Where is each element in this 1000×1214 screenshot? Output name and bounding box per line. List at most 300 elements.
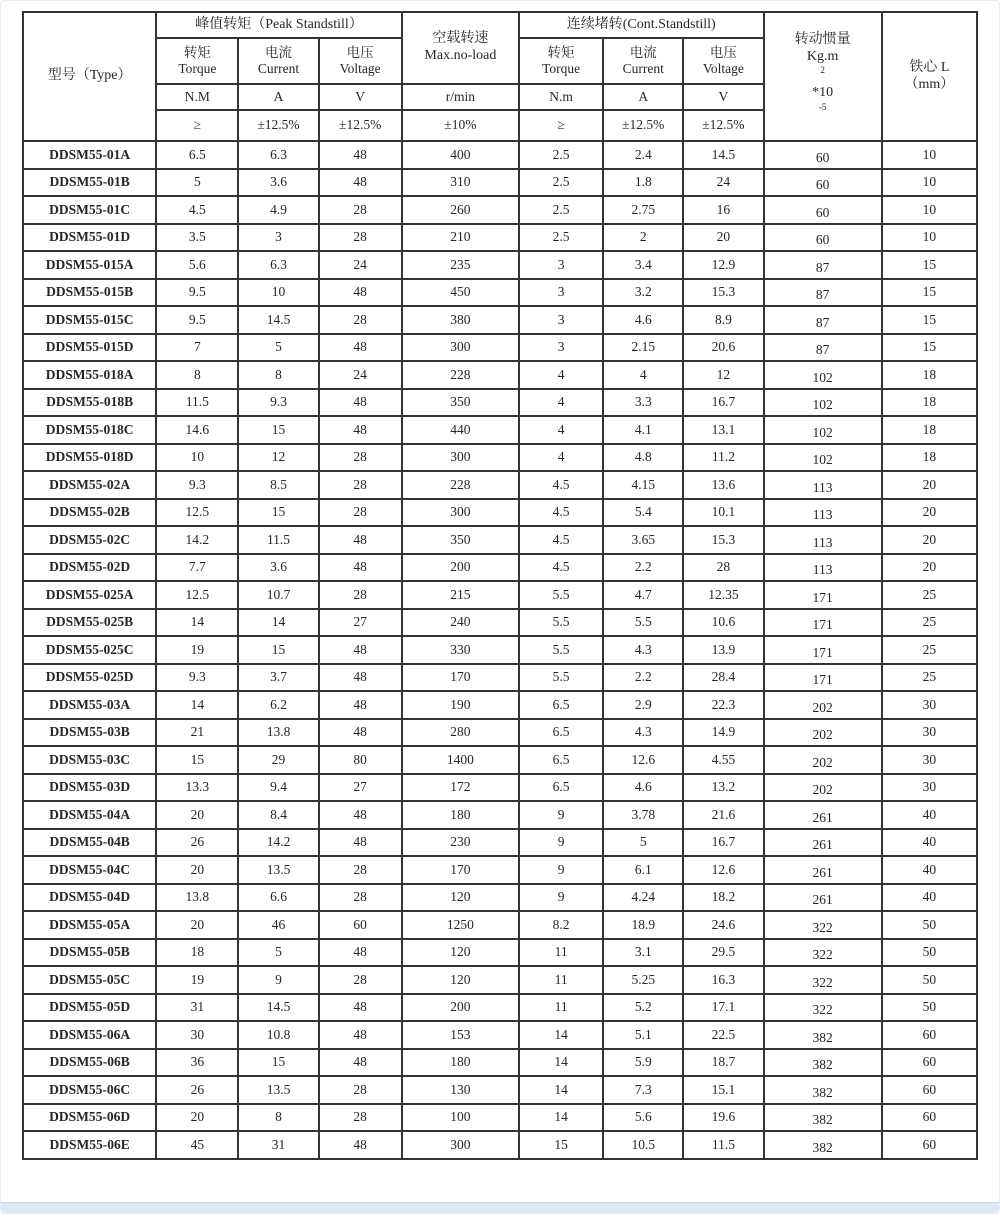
cell-noload-speed: 120 bbox=[402, 884, 519, 912]
cell-peak-voltage: 48 bbox=[319, 169, 402, 197]
cell-core-length: 10 bbox=[882, 196, 977, 224]
cell-cont-current: 4.6 bbox=[603, 306, 683, 334]
cell-noload-speed: 350 bbox=[402, 389, 519, 417]
cell-peak-voltage: 48 bbox=[319, 691, 402, 719]
cell-noload-speed: 215 bbox=[402, 581, 519, 609]
cell-inertia: 113 bbox=[764, 499, 882, 527]
cell-type: DDSM55-03D bbox=[23, 774, 156, 802]
cell-peak-torque: 20 bbox=[156, 856, 238, 884]
tol-peak-current: ±12.5% bbox=[238, 110, 318, 141]
cell-peak-current: 13.5 bbox=[238, 856, 318, 884]
cell-peak-torque: 13.3 bbox=[156, 774, 238, 802]
cell-noload-speed: 170 bbox=[402, 856, 519, 884]
header-inertia-zh: 转动惯量 bbox=[794, 31, 851, 47]
cell-inertia: 113 bbox=[764, 471, 882, 499]
cell-cont-voltage: 12.6 bbox=[683, 856, 763, 884]
cell-inertia: 60 bbox=[764, 141, 882, 169]
table-row bbox=[23, 526, 977, 554]
cell-cont-torque: 11 bbox=[519, 966, 603, 994]
cell-core-length: 40 bbox=[882, 801, 977, 829]
header-cont-current: 电流 Current bbox=[603, 38, 683, 84]
cell-cont-current: 5 bbox=[603, 829, 683, 857]
cell-cont-voltage: 21.6 bbox=[683, 801, 763, 829]
cell-cont-current: 10.5 bbox=[603, 1131, 683, 1159]
cell-type: DDSM55-05A bbox=[23, 911, 156, 939]
cell-peak-torque: 19 bbox=[156, 966, 238, 994]
unit-cont-voltage: V bbox=[683, 84, 763, 110]
cell-inertia: 171 bbox=[764, 664, 882, 692]
cell-noload-speed: 180 bbox=[402, 801, 519, 829]
cell-peak-current: 9 bbox=[238, 966, 318, 994]
cell-noload-speed: 210 bbox=[402, 224, 519, 252]
cell-noload-speed: 260 bbox=[402, 196, 519, 224]
table-row bbox=[23, 251, 977, 279]
cell-peak-torque: 30 bbox=[156, 1021, 238, 1049]
cell-cont-voltage: 14.9 bbox=[683, 719, 763, 747]
cell-core-length: 60 bbox=[882, 1104, 977, 1132]
cell-peak-torque: 26 bbox=[156, 1076, 238, 1104]
cell-cont-current: 4.8 bbox=[603, 444, 683, 472]
cell-noload-speed: 190 bbox=[402, 691, 519, 719]
cell-cont-current: 2.2 bbox=[603, 554, 683, 582]
cell-type: DDSM55-06D bbox=[23, 1104, 156, 1132]
header-peak-current: 电流 Current bbox=[238, 38, 318, 84]
table-row bbox=[23, 801, 977, 829]
cell-peak-current: 8.4 bbox=[238, 801, 318, 829]
cell-inertia: 382 bbox=[764, 1076, 882, 1104]
cell-cont-voltage: 17.1 bbox=[683, 994, 763, 1022]
cell-peak-voltage: 28 bbox=[319, 471, 402, 499]
header-noload-en: Max.no-load bbox=[424, 48, 497, 63]
cell-inertia: 113 bbox=[764, 554, 882, 582]
cell-noload-speed: 1250 bbox=[402, 911, 519, 939]
cell-peak-current: 14.5 bbox=[238, 994, 318, 1022]
table-row bbox=[23, 1104, 977, 1132]
cell-noload-speed: 100 bbox=[402, 1104, 519, 1132]
cell-peak-current: 14 bbox=[238, 609, 318, 637]
cell-peak-voltage: 28 bbox=[319, 224, 402, 252]
cell-peak-torque: 15 bbox=[156, 746, 238, 774]
cell-cont-voltage: 15.3 bbox=[683, 526, 763, 554]
cell-peak-current: 10.7 bbox=[238, 581, 318, 609]
cell-peak-voltage: 48 bbox=[319, 1021, 402, 1049]
cell-type: DDSM55-015A bbox=[23, 251, 156, 279]
cell-cont-torque: 4 bbox=[519, 444, 603, 472]
cell-cont-voltage: 18.2 bbox=[683, 884, 763, 912]
cell-core-length: 20 bbox=[882, 499, 977, 527]
cell-type: DDSM55-018D bbox=[23, 444, 156, 472]
cell-peak-torque: 9.3 bbox=[156, 471, 238, 499]
cell-cont-current: 5.1 bbox=[603, 1021, 683, 1049]
cell-noload-speed: 400 bbox=[402, 141, 519, 169]
cell-peak-voltage: 48 bbox=[319, 141, 402, 169]
cell-peak-torque: 5 bbox=[156, 169, 238, 197]
cell-inertia: 261 bbox=[764, 856, 882, 884]
cell-inertia: 382 bbox=[764, 1131, 882, 1159]
cell-cont-voltage: 14.5 bbox=[683, 141, 763, 169]
cell-peak-current: 3.6 bbox=[238, 169, 318, 197]
cell-inertia: 87 bbox=[764, 279, 882, 307]
cell-core-length: 10 bbox=[882, 141, 977, 169]
cell-cont-current: 4.6 bbox=[603, 774, 683, 802]
cell-peak-torque: 14 bbox=[156, 609, 238, 637]
cell-cont-voltage: 13.2 bbox=[683, 774, 763, 802]
table-row bbox=[23, 279, 977, 307]
cell-cont-torque: 6.5 bbox=[519, 774, 603, 802]
cell-peak-current: 15 bbox=[238, 499, 318, 527]
cell-cont-torque: 2.5 bbox=[519, 141, 603, 169]
cell-cont-current: 1.8 bbox=[603, 169, 683, 197]
cell-peak-voltage: 48 bbox=[319, 801, 402, 829]
cell-inertia: 382 bbox=[764, 1104, 882, 1132]
cell-inertia: 202 bbox=[764, 691, 882, 719]
cell-cont-voltage: 24 bbox=[683, 169, 763, 197]
table-row bbox=[23, 306, 977, 334]
cell-cont-current: 18.9 bbox=[603, 911, 683, 939]
table-row bbox=[23, 609, 977, 637]
cell-cont-current: 3.4 bbox=[603, 251, 683, 279]
cell-peak-current: 8.5 bbox=[238, 471, 318, 499]
cell-noload-speed: 280 bbox=[402, 719, 519, 747]
cell-peak-current: 10.8 bbox=[238, 1021, 318, 1049]
cell-cont-torque: 5.5 bbox=[519, 664, 603, 692]
cell-cont-current: 3.1 bbox=[603, 939, 683, 967]
cell-noload-speed: 310 bbox=[402, 169, 519, 197]
cell-peak-torque: 14 bbox=[156, 691, 238, 719]
cell-peak-torque: 12.5 bbox=[156, 499, 238, 527]
cell-noload-speed: 180 bbox=[402, 1049, 519, 1077]
cell-core-length: 18 bbox=[882, 416, 977, 444]
cell-inertia: 322 bbox=[764, 911, 882, 939]
cell-cont-voltage: 11.5 bbox=[683, 1131, 763, 1159]
cell-core-length: 40 bbox=[882, 884, 977, 912]
cell-cont-torque: 5.5 bbox=[519, 581, 603, 609]
cell-cont-torque: 11 bbox=[519, 994, 603, 1022]
cell-peak-current: 4.9 bbox=[238, 196, 318, 224]
cell-noload-speed: 228 bbox=[402, 471, 519, 499]
cell-peak-voltage: 48 bbox=[319, 279, 402, 307]
tol-peak-torque: ≥ bbox=[156, 110, 238, 141]
cell-cont-torque: 15 bbox=[519, 1131, 603, 1159]
table-row bbox=[23, 746, 977, 774]
cell-core-length: 25 bbox=[882, 636, 977, 664]
cell-cont-torque: 14 bbox=[519, 1049, 603, 1077]
cell-peak-voltage: 48 bbox=[319, 939, 402, 967]
table-row bbox=[23, 884, 977, 912]
cell-type: DDSM55-01C bbox=[23, 196, 156, 224]
table-row bbox=[23, 196, 977, 224]
cell-cont-current: 4.7 bbox=[603, 581, 683, 609]
cell-cont-current: 4 bbox=[603, 361, 683, 389]
cell-cont-current: 2.9 bbox=[603, 691, 683, 719]
cell-peak-torque: 7.7 bbox=[156, 554, 238, 582]
cell-peak-current: 46 bbox=[238, 911, 318, 939]
cell-cont-voltage: 8.9 bbox=[683, 306, 763, 334]
cell-peak-torque: 9.5 bbox=[156, 279, 238, 307]
cell-inertia: 171 bbox=[764, 636, 882, 664]
header-group-row bbox=[23, 12, 977, 38]
cell-peak-voltage: 48 bbox=[319, 1131, 402, 1159]
cell-noload-speed: 120 bbox=[402, 939, 519, 967]
cell-cont-torque: 4 bbox=[519, 416, 603, 444]
table-row bbox=[23, 636, 977, 664]
cell-peak-voltage: 48 bbox=[319, 334, 402, 362]
cell-cont-voltage: 16.7 bbox=[683, 389, 763, 417]
table-row bbox=[23, 966, 977, 994]
cell-core-length: 18 bbox=[882, 361, 977, 389]
cell-cont-torque: 3 bbox=[519, 334, 603, 362]
cell-cont-torque: 4.5 bbox=[519, 499, 603, 527]
cell-peak-current: 12 bbox=[238, 444, 318, 472]
cell-peak-torque: 14.2 bbox=[156, 526, 238, 554]
cell-peak-torque: 13.8 bbox=[156, 884, 238, 912]
cell-core-length: 60 bbox=[882, 1076, 977, 1104]
header-type: 型号（Type） bbox=[23, 12, 156, 141]
cell-inertia: 171 bbox=[764, 609, 882, 637]
cell-cont-torque: 2.5 bbox=[519, 196, 603, 224]
table-row bbox=[23, 664, 977, 692]
cell-type: DDSM55-02D bbox=[23, 554, 156, 582]
cell-peak-current: 15 bbox=[238, 1049, 318, 1077]
table-row bbox=[23, 581, 977, 609]
cell-peak-current: 31 bbox=[238, 1131, 318, 1159]
tol-peak-voltage: ±12.5% bbox=[319, 110, 402, 141]
cell-peak-current: 6.2 bbox=[238, 691, 318, 719]
cell-cont-voltage: 10.6 bbox=[683, 609, 763, 637]
cell-peak-voltage: 48 bbox=[319, 994, 402, 1022]
header-peak-group: 峰值转矩（Peak Standstill） bbox=[156, 12, 402, 38]
header-inertia bbox=[764, 12, 882, 141]
cell-cont-voltage: 20 bbox=[683, 224, 763, 252]
cell-noload-speed: 350 bbox=[402, 526, 519, 554]
cell-core-length: 25 bbox=[882, 664, 977, 692]
cell-noload-speed: 120 bbox=[402, 966, 519, 994]
cell-peak-torque: 36 bbox=[156, 1049, 238, 1077]
cell-core-length: 30 bbox=[882, 691, 977, 719]
cell-peak-current: 15 bbox=[238, 416, 318, 444]
cell-cont-voltage: 20.6 bbox=[683, 334, 763, 362]
cell-noload-speed: 200 bbox=[402, 994, 519, 1022]
cell-cont-voltage: 24.6 bbox=[683, 911, 763, 939]
cell-cont-torque: 3 bbox=[519, 251, 603, 279]
cell-core-length: 50 bbox=[882, 966, 977, 994]
cell-cont-voltage: 12 bbox=[683, 361, 763, 389]
table-row bbox=[23, 334, 977, 362]
table-row bbox=[23, 911, 977, 939]
cell-core-length: 15 bbox=[882, 251, 977, 279]
cell-peak-torque: 31 bbox=[156, 994, 238, 1022]
header-core-unit: （mm） bbox=[904, 76, 955, 92]
cell-peak-voltage: 28 bbox=[319, 581, 402, 609]
tol-cont-current: ±12.5% bbox=[603, 110, 683, 141]
cell-cont-torque: 4.5 bbox=[519, 471, 603, 499]
cell-inertia: 102 bbox=[764, 416, 882, 444]
cell-inertia: 261 bbox=[764, 884, 882, 912]
cell-type: DDSM55-04D bbox=[23, 884, 156, 912]
cell-cont-torque: 4 bbox=[519, 389, 603, 417]
cell-noload-speed: 170 bbox=[402, 664, 519, 692]
cell-peak-voltage: 28 bbox=[319, 306, 402, 334]
cell-inertia: 171 bbox=[764, 581, 882, 609]
cell-core-length: 40 bbox=[882, 829, 977, 857]
table-row bbox=[23, 554, 977, 582]
cell-inertia: 322 bbox=[764, 966, 882, 994]
cell-type: DDSM55-05C bbox=[23, 966, 156, 994]
cell-core-length: 30 bbox=[882, 746, 977, 774]
cell-cont-torque: 4.5 bbox=[519, 554, 603, 582]
cell-core-length: 20 bbox=[882, 554, 977, 582]
cell-peak-torque: 4.5 bbox=[156, 196, 238, 224]
cell-peak-current: 9.3 bbox=[238, 389, 318, 417]
cell-peak-current: 29 bbox=[238, 746, 318, 774]
cell-peak-current: 5 bbox=[238, 939, 318, 967]
cell-type: DDSM55-06B bbox=[23, 1049, 156, 1077]
cell-cont-current: 3.3 bbox=[603, 389, 683, 417]
cell-cont-voltage: 16.7 bbox=[683, 829, 763, 857]
cell-peak-current: 6.3 bbox=[238, 251, 318, 279]
cell-cont-current: 2.15 bbox=[603, 334, 683, 362]
cell-inertia: 322 bbox=[764, 994, 882, 1022]
cell-peak-voltage: 48 bbox=[319, 389, 402, 417]
cell-type: DDSM55-018B bbox=[23, 389, 156, 417]
cell-inertia: 202 bbox=[764, 774, 882, 802]
cell-inertia: 102 bbox=[764, 361, 882, 389]
cell-peak-voltage: 48 bbox=[319, 636, 402, 664]
unit-peak-voltage: V bbox=[319, 84, 402, 110]
cell-cont-current: 4.15 bbox=[603, 471, 683, 499]
cell-peak-torque: 20 bbox=[156, 801, 238, 829]
motor-spec-table bbox=[22, 11, 978, 1160]
cell-core-length: 15 bbox=[882, 279, 977, 307]
cell-type: DDSM55-025C bbox=[23, 636, 156, 664]
cell-cont-voltage: 13.6 bbox=[683, 471, 763, 499]
cell-cont-current: 2 bbox=[603, 224, 683, 252]
cell-cont-current: 5.2 bbox=[603, 994, 683, 1022]
cell-cont-current: 7.3 bbox=[603, 1076, 683, 1104]
header-cont-voltage: 电压 Voltage bbox=[683, 38, 763, 84]
cell-peak-voltage: 80 bbox=[319, 746, 402, 774]
cell-noload-speed: 235 bbox=[402, 251, 519, 279]
cell-cont-voltage: 15.3 bbox=[683, 279, 763, 307]
unit-peak-torque: N.M bbox=[156, 84, 238, 110]
cell-type: DDSM55-02B bbox=[23, 499, 156, 527]
cell-type: DDSM55-06C bbox=[23, 1076, 156, 1104]
cell-core-length: 10 bbox=[882, 224, 977, 252]
cell-peak-current: 5 bbox=[238, 334, 318, 362]
cell-peak-voltage: 28 bbox=[319, 444, 402, 472]
cell-peak-current: 3 bbox=[238, 224, 318, 252]
cell-inertia: 60 bbox=[764, 169, 882, 197]
page-bottom-edge bbox=[1, 1202, 999, 1213]
cell-type: DDSM55-05B bbox=[23, 939, 156, 967]
cell-peak-voltage: 48 bbox=[319, 416, 402, 444]
unit-cont-current: A bbox=[603, 84, 683, 110]
cell-peak-voltage: 48 bbox=[319, 719, 402, 747]
cell-peak-voltage: 24 bbox=[319, 361, 402, 389]
cell-type: DDSM55-018C bbox=[23, 416, 156, 444]
cell-peak-current: 15 bbox=[238, 636, 318, 664]
cell-type: DDSM55-025B bbox=[23, 609, 156, 637]
cell-noload-speed: 300 bbox=[402, 499, 519, 527]
table-row bbox=[23, 939, 977, 967]
cell-cont-torque: 9 bbox=[519, 856, 603, 884]
table-row bbox=[23, 856, 977, 884]
cell-cont-torque: 14 bbox=[519, 1076, 603, 1104]
cell-core-length: 60 bbox=[882, 1021, 977, 1049]
cell-cont-torque: 4.5 bbox=[519, 526, 603, 554]
cell-noload-speed: 300 bbox=[402, 444, 519, 472]
cell-cont-current: 2.75 bbox=[603, 196, 683, 224]
cell-inertia: 261 bbox=[764, 829, 882, 857]
cell-core-length: 40 bbox=[882, 856, 977, 884]
cell-cont-current: 4.3 bbox=[603, 636, 683, 664]
cell-type: DDSM55-02C bbox=[23, 526, 156, 554]
cell-cont-torque: 9 bbox=[519, 801, 603, 829]
table-row bbox=[23, 471, 977, 499]
cell-peak-torque: 10 bbox=[156, 444, 238, 472]
cell-peak-current: 11.5 bbox=[238, 526, 318, 554]
cell-cont-voltage: 28.4 bbox=[683, 664, 763, 692]
cell-type: DDSM55-015D bbox=[23, 334, 156, 362]
header-noload bbox=[402, 12, 519, 84]
cell-inertia: 202 bbox=[764, 719, 882, 747]
cell-cont-voltage: 29.5 bbox=[683, 939, 763, 967]
cell-cont-torque: 9 bbox=[519, 884, 603, 912]
cell-type: DDSM55-04C bbox=[23, 856, 156, 884]
cell-cont-current: 5.5 bbox=[603, 609, 683, 637]
table-row bbox=[23, 719, 977, 747]
cell-cont-voltage: 19.6 bbox=[683, 1104, 763, 1132]
cell-cont-torque: 3 bbox=[519, 306, 603, 334]
cell-type: DDSM55-03B bbox=[23, 719, 156, 747]
cell-peak-torque: 19 bbox=[156, 636, 238, 664]
cell-cont-torque: 6.5 bbox=[519, 719, 603, 747]
cell-cont-torque: 8.2 bbox=[519, 911, 603, 939]
cell-cont-voltage: 13.1 bbox=[683, 416, 763, 444]
cell-peak-torque: 20 bbox=[156, 911, 238, 939]
cell-inertia: 60 bbox=[764, 196, 882, 224]
cell-cont-voltage: 22.5 bbox=[683, 1021, 763, 1049]
cell-noload-speed: 130 bbox=[402, 1076, 519, 1104]
cell-peak-current: 10 bbox=[238, 279, 318, 307]
cell-core-length: 30 bbox=[882, 719, 977, 747]
table-row bbox=[23, 141, 977, 169]
cell-noload-speed: 440 bbox=[402, 416, 519, 444]
table-row bbox=[23, 1131, 977, 1159]
cell-inertia: 102 bbox=[764, 389, 882, 417]
cell-peak-voltage: 28 bbox=[319, 856, 402, 884]
cell-inertia: 87 bbox=[764, 334, 882, 362]
cell-cont-current: 4.1 bbox=[603, 416, 683, 444]
table-row bbox=[23, 224, 977, 252]
cell-peak-torque: 14.6 bbox=[156, 416, 238, 444]
cell-inertia: 87 bbox=[764, 306, 882, 334]
cell-peak-voltage: 28 bbox=[319, 966, 402, 994]
cell-type: DDSM55-015B bbox=[23, 279, 156, 307]
cell-peak-voltage: 27 bbox=[319, 774, 402, 802]
cell-peak-torque: 6.5 bbox=[156, 141, 238, 169]
cell-cont-current: 2.2 bbox=[603, 664, 683, 692]
cell-cont-voltage: 10.1 bbox=[683, 499, 763, 527]
cell-peak-current: 6.6 bbox=[238, 884, 318, 912]
cell-noload-speed: 200 bbox=[402, 554, 519, 582]
header-cont-group: 连续堵转(Cont.Standstill) bbox=[519, 12, 764, 38]
cell-peak-voltage: 28 bbox=[319, 196, 402, 224]
cell-cont-torque: 14 bbox=[519, 1104, 603, 1132]
cell-peak-torque: 21 bbox=[156, 719, 238, 747]
cell-cont-current: 3.65 bbox=[603, 526, 683, 554]
cell-peak-torque: 18 bbox=[156, 939, 238, 967]
